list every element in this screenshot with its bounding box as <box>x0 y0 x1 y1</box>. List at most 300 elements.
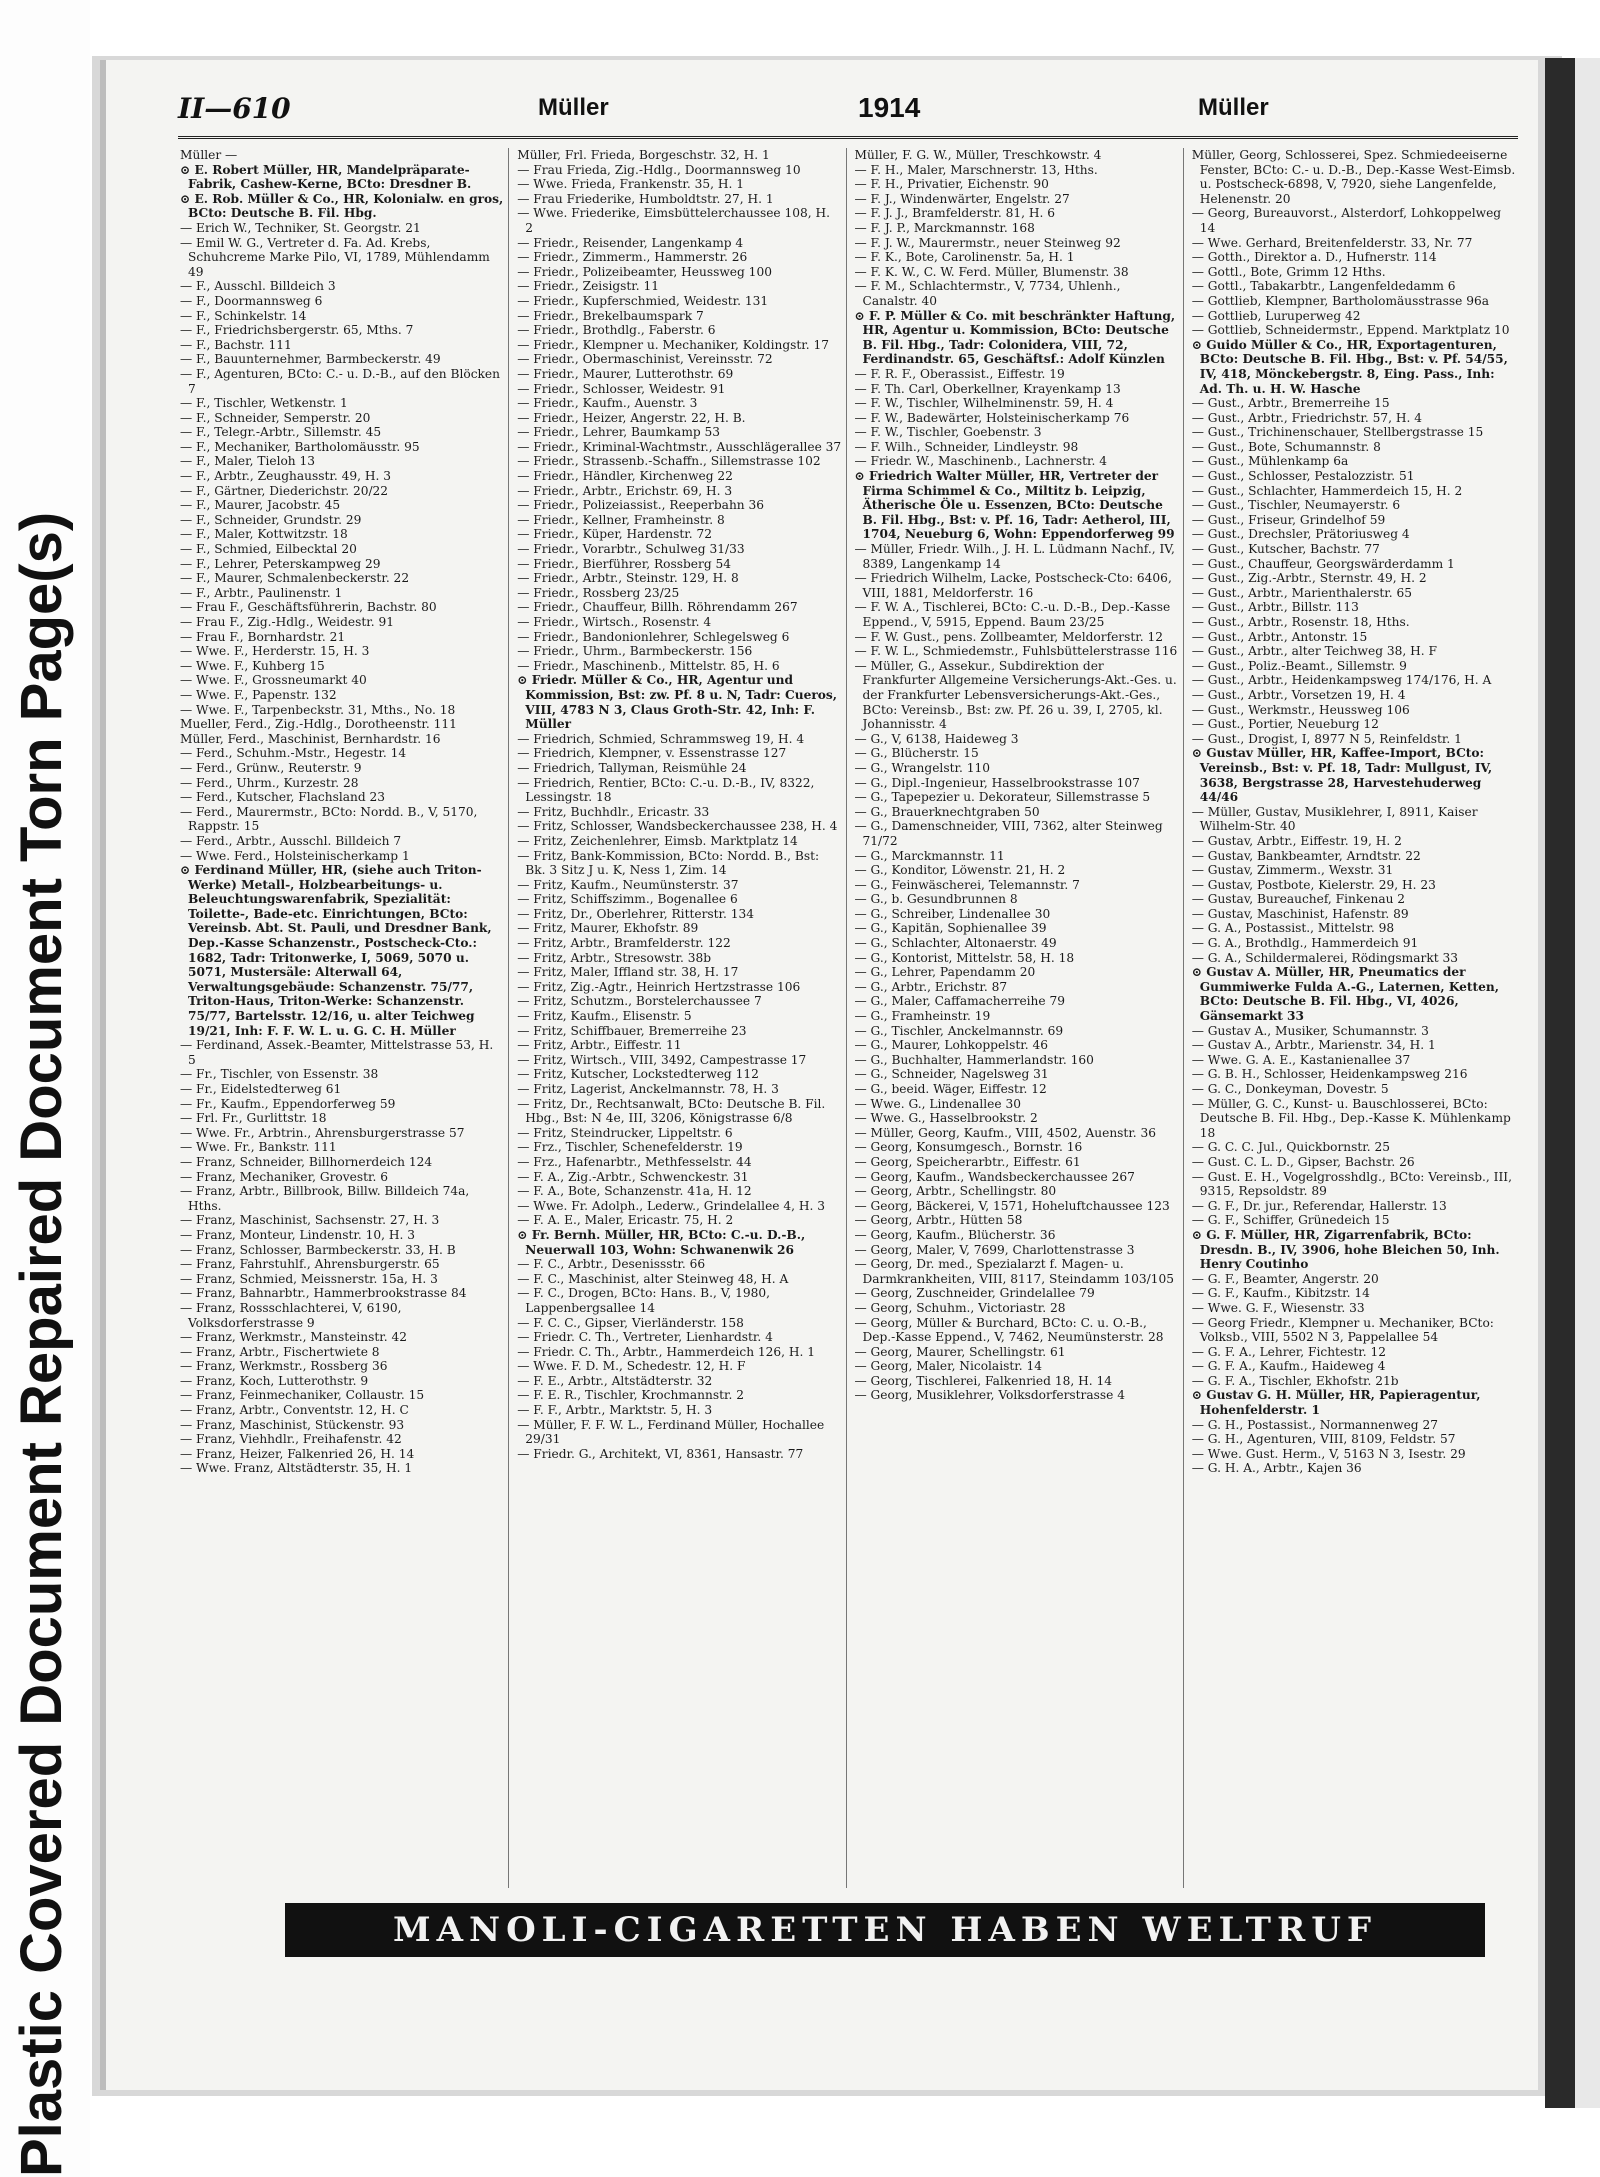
side-label: Plastic Covered Document Repaired Document Torn Page(s) <box>9 511 74 2177</box>
directory-entry: — G., Dipl.-Ingenieur, Hasselbrookstrasse 107 <box>854 775 1140 790</box>
directory-entry: — G. H., Postassist., Normannenweg 27 <box>1191 1417 1438 1432</box>
directory-entry: — Franz, Fahrstuhlf., Ahrensburgerstr. 65 <box>180 1257 440 1272</box>
directory-entry: — Ferd., Maurermstr., BCto: Nordd. B., V, 5170, Rappstr. 15 <box>180 804 478 834</box>
directory-entry: — Friedr., Lehrer, Baumkamp 53 <box>517 425 721 440</box>
directory-entry: — F. J. P., Marckmannstr. 168 <box>854 220 1035 235</box>
directory-entry: — Franz, Koch, Lutterothstr. 9 <box>180 1373 369 1388</box>
header-right-name: Müller <box>1198 94 1269 121</box>
directory-entry: — Wwe. Ferd., Holsteinischerkamp 1 <box>180 848 410 863</box>
directory-entry: — G. H. A., Arbtr., Kajen 36 <box>1191 1461 1362 1476</box>
directory-entry: — Wwe. F., Grossneumarkt 40 <box>180 673 367 688</box>
directory-entry: — Friedr., Chauffeur, Billh. Röhrendamm 267 <box>517 600 798 615</box>
directory-entry: — Gust., Kutscher, Bachstr. 77 <box>1191 542 1380 557</box>
directory-entry: — Gust., Portier, Neueburg 12 <box>1191 717 1379 732</box>
directory-entry: — Friedr., Uhrm., Barmbeckerstr. 156 <box>517 644 753 659</box>
directory-entry: — F. H., Maler, Marschnerstr. 13, Hths. <box>854 162 1098 177</box>
directory-entry: — Friedr., Küper, Hardenstr. 72 <box>517 527 713 542</box>
directory-entry: — Wwe. Fr., Bankstr. 111 <box>180 1140 337 1155</box>
directory-entry: — Fritz, Wirtsch., VIII, 3492, Campestrasse 17 <box>517 1052 807 1067</box>
page-number: II—610 <box>178 92 291 125</box>
directory-entry: — Gust., Poliz.-Beamt., Sillemstr. 9 <box>1191 658 1407 673</box>
directory-entry: — G. F., Beamter, Angerstr. 20 <box>1191 1271 1379 1286</box>
directory-entry: — Gust., Trichinenschauer, Stellbergstrasse 15 <box>1191 425 1484 440</box>
directory-entry: — F. A., Bote, Schanzenstr. 41a, H. 12 <box>517 1184 752 1199</box>
directory-entry: — F. E. R., Tischler, Krochmannstr. 2 <box>517 1388 744 1403</box>
directory-entry: — Fritz, Kutscher, Lockstedterweg 112 <box>517 1067 759 1082</box>
directory-entry: — Gust., Bote, Schumannstr. 8 <box>1191 439 1381 454</box>
directory-entry: — F. J. W., Maurermstr., neuer Steinweg 92 <box>854 235 1121 250</box>
directory-entry: — Fritz, Schiffbauer, Bremerreihe 23 <box>517 1023 747 1038</box>
directory-entry: — F., Schneider, Semperstr. 20 <box>180 410 371 425</box>
directory-entry: — Friedr., Händler, Kirchenweg 22 <box>517 469 733 484</box>
directory-entry: — Franz, Maschinist, Sachsenstr. 27, H. 3 <box>180 1213 440 1228</box>
directory-entry: — Friedrich Wilhelm, Lacke, Postscheck-Cto: 6406, VIII, 1881, Meldorferstr. 16 <box>854 571 1172 600</box>
directory-entry: — Frau F., Bornhardstr. 21 <box>180 629 346 644</box>
directory-entry: — Friedrich, Klempner, v. Essenstrasse 127 <box>517 746 787 761</box>
directory-entry: — Fritz, Kaufm., Elisenstr. 5 <box>517 1009 692 1024</box>
directory-entry: — Friedr., Kaufm., Auenstr. 3 <box>517 396 698 411</box>
directory-entry: Müller, F. G. W., Müller, Treschkowstr. 4 <box>854 148 1102 162</box>
directory-entry: ⊙ Guido Müller & Co., HR, Exportagenturen, BCto: Deutsche B. Fil. Hbg., Bst: v. Pf. 54/55, IV, 418, Mönckebergstr. 8, Eing. Pass., Inh: Ad. Th. u. H. W. Hasche <box>1191 337 1508 396</box>
directory-entry: — Gust., Drechsler, Prätoriusweg 4 <box>1191 527 1410 542</box>
directory-entry: — Gust., Arbtr., Vorsetzen 19, H. 4 <box>1191 687 1406 702</box>
directory-entry: — Friedr. C. Th., Arbtr., Hammerdeich 126, H. 1 <box>517 1344 816 1359</box>
directory-entry: — F., Schneider, Grundstr. 29 <box>180 512 362 527</box>
column-2 <box>517 148 846 1888</box>
directory-entry: — F. E., Arbtr., Altstädterstr. 32 <box>517 1373 713 1388</box>
directory-entry: — Gotth., Direktor a. D., Hufnerstr. 114 <box>1191 250 1437 265</box>
directory-entry: — Frau F., Geschäftsführerin, Bachstr. 80 <box>180 600 437 615</box>
directory-entry: — Georg, Müller & Burchard, BCto: C. u. O.-B., Dep.-Kasse Eppend., V, 7462, Neumünsterstr. 28 <box>854 1315 1164 1345</box>
directory-entry: — Friedrich, Schmied, Schrammsweg 19, H. 4 <box>517 731 805 746</box>
directory-entry: — Fritz, Arbtr., Stresowstr. 38b <box>517 950 711 965</box>
directory-entry: Müller, Ferd., Maschinist, Bernhardstr. 16 <box>180 731 441 746</box>
directory-entry: — Fritz, Schiffszimm., Bogenallee 6 <box>517 892 738 907</box>
directory-entry: — Georg, Arbtr., Hütten 58 <box>854 1213 1023 1228</box>
directory-entry: — G., Tischler, Anckelmannstr. 69 <box>854 1023 1064 1038</box>
directory-entry: — Gust., Arbtr., Marienthalerstr. 65 <box>1191 585 1412 600</box>
directory-entry: — Gust., Arbtr., alter Teichweg 38, H. F <box>1191 644 1437 659</box>
directory-entry: — Gottlieb, Klempner, Bartholomäusstrasse 96a <box>1191 293 1490 308</box>
directory-entry: — F., Maurer, Jacobstr. 45 <box>180 498 341 513</box>
directory-entry: — G., Brauerknechtgraben 50 <box>854 804 1040 819</box>
directory-entry: — Fritz, Schlosser, Wandsbeckerchaussee 238, H. 4 <box>517 819 838 834</box>
directory-entry: — F., Friedrichsbergerstr. 65, Mths. 7 <box>180 323 414 338</box>
directory-entry: Müller, Frl. Frieda, Borgeschstr. 32, H. 1 <box>517 148 770 162</box>
directory-entry: — Friedr., Wirtsch., Rosenstr. 4 <box>517 615 712 629</box>
directory-entry: — Gust., Drogist, I, 8977 N 5, Reinfeldstr. 1 <box>1191 731 1462 746</box>
directory-entry: — Wwe. Franz, Altstädterstr. 35, H. 1 <box>180 1461 413 1476</box>
directory-entry: — Ferd., Arbtr., Ausschl. Billdeich 7 <box>180 833 402 848</box>
directory-entry: — Müller, Georg, Kaufm., VIII, 4502, Auenstr. 36 <box>854 1125 1157 1140</box>
directory-entry: — F. C., Drogen, BCto: Hans. B., V, 1980, Lappenbergsallee 14 <box>517 1286 771 1315</box>
directory-entry: — Gust., Zig.-Arbtr., Sternstr. 49, H. 2 <box>1191 571 1427 586</box>
directory-entry: — F. Wilh., Schneider, Lindleystr. 98 <box>854 439 1079 454</box>
directory-entry: — F., Arbtr., Zeughausstr. 49, H. 3 <box>180 469 391 484</box>
directory-entry: — F. A., Zig.-Arbtr., Schwenckestr. 31 <box>517 1169 749 1184</box>
directory-entry: — F. M., Schlachtermstr., V, 7734, Uhlenh., Canalstr. 40 <box>854 279 1121 308</box>
directory-entry: — Friedr., Obermaschinist, Vereinsstr. 72 <box>517 352 773 367</box>
directory-entry: — Gust., Tischler, Neumayerstr. 6 <box>1191 498 1401 513</box>
directory-entry: — Georg, Speicherarbtr., Eiffestr. 61 <box>854 1154 1081 1169</box>
directory-entry: — F. C. C., Gipser, Vierländerstr. 158 <box>517 1315 744 1330</box>
directory-entry: — G., Lehrer, Papendamm 20 <box>854 965 1036 980</box>
directory-entry: — Fritz, Buchhdlr., Ericastr. 33 <box>517 804 710 819</box>
directory-entry: — G., Damenschneider, VIII, 7362, alter Steinweg 71/72 <box>854 819 1163 848</box>
directory-entry: — Georg, Maler, V, 7699, Charlottenstrasse 3 <box>854 1242 1135 1257</box>
column-1 <box>180 148 509 1888</box>
directory-entry: — F., Lehrer, Peterskampweg 29 <box>180 556 381 571</box>
directory-entry: — G. F. A., Lehrer, Fichtestr. 12 <box>1191 1344 1387 1359</box>
directory-entry: — Georg, Zuschneider, Grindelallee 79 <box>854 1286 1095 1301</box>
directory-entry: ⊙ Gustav A. Müller, HR, Pneumatics der Gummiwerke Fulda A.-G., Laternen, Ketten, BCto: Deutsche B. Fil. Hbg., VI, 4026, Gänsemarkt 33 <box>1191 965 1500 1024</box>
directory-entry: — Wwe. F., Kuhberg 15 <box>180 658 325 673</box>
advertisement-banner: MANOLI-CIGARETTEN HABEN WELTRUF <box>285 1903 1485 1957</box>
directory-entry: — Müller, Gustav, Musiklehrer, I, 8911, Kaiser Wilhelm-Str. 40 <box>1191 804 1478 834</box>
directory-entry: — Franz, Schlosser, Barmbeckerstr. 33, H. B <box>180 1242 456 1257</box>
directory-entry: — Gust., Werkmstr., Heussweg 106 <box>1191 702 1410 717</box>
directory-entry: — Fritz, Bank-Kommission, BCto: Nordd. B., Bst: Bk. 3 Sitz J u. K, Ness 1, Zim. 14 <box>517 848 820 878</box>
directory-entry: — Friedrich, Rentier, BCto: C.-u. D.-B., IV, 8322, Lessingstr. 18 <box>517 775 815 805</box>
directory-entry: — Wwe. Gust. Herm., V, 5163 N 3, Isestr. 29 <box>1191 1446 1466 1461</box>
directory-entry: — Fr., Kaufm., Eppendorferweg 59 <box>180 1096 396 1111</box>
directory-entry: — Friedr. G., Architekt, VI, 8361, Hansastr. 77 <box>517 1446 804 1461</box>
side-strip <box>0 0 90 2177</box>
directory-entry: — G., Schlachter, Altonaerstr. 49 <box>854 936 1057 951</box>
directory-entry: — G. F. A., Tischler, Ekhofstr. 21b <box>1191 1373 1399 1388</box>
directory-entry: — G., Marckmannstr. 11 <box>854 848 1005 863</box>
directory-entry: — Wwe. Fr. Adolph., Lederw., Grindelallee 4, H. 3 <box>517 1198 825 1213</box>
directory-entry: — G., Tapepezier u. Dekorateur, Sillemstrasse 5 <box>854 790 1151 805</box>
directory-entry: — Friedr., Polizeibeamter, Heussweg 100 <box>517 264 772 279</box>
directory-entry: — F. K. W., C. W. Ferd. Müller, Blumenstr. 38 <box>854 264 1129 279</box>
directory-entry: — Franz, Werkmstr., Mansteinstr. 42 <box>180 1330 408 1345</box>
directory-entry: — Gustav A., Musiker, Schumannstr. 3 <box>1191 1023 1429 1038</box>
directory-entry: — F. W. L., Schmiedemstr., Fuhlsbüttelerstrasse 116 <box>854 644 1178 659</box>
directory-entry: — G., Wrangelstr. 110 <box>854 760 990 775</box>
directory-entry: — Fritz, Arbtr., Eiffestr. 11 <box>517 1038 682 1053</box>
directory-entry: — Gust., Arbtr., Rosenstr. 18, Hths. <box>1191 615 1410 629</box>
directory-entry: — G. H., Agenturen, VIII, 8109, Feldstr. 57 <box>1191 1432 1456 1447</box>
directory-entry: — Gustav, Zimmerm., Wexstr. 31 <box>1191 863 1394 878</box>
directory-entry: — Fritz, Lagerist, Anckelmannstr. 78, H. 3 <box>517 1082 779 1096</box>
directory-entry: — Franz, Bahnarbtr., Hammerbrookstrasse 84 <box>180 1286 467 1301</box>
directory-entry: ⊙ Gustav Müller, HR, Kaffee-Import, BCto: Vereinsb., Bst: v. Pf. 18, Tadr: Mullgust, IV, 3638, Bergstrasse 28, Harvestehuderweg 44/46 <box>1191 746 1493 805</box>
directory-entry: — Wwe. F., Herderstr. 15, H. 3 <box>180 644 370 659</box>
directory-entry: — Gust., Arbtr., Antonstr. 15 <box>1191 629 1368 644</box>
directory-entry: — Frau Frieda, Zig.-Hdlg., Doormannsweg 10 <box>517 162 801 177</box>
directory-entry: — G. C., Donkeyman, Dovestr. 5 <box>1191 1082 1389 1096</box>
directory-entry: — G., Maurer, Lohkoppelstr. 46 <box>854 1038 1048 1053</box>
directory-entry: — G., beeid. Wäger, Eiffestr. 12 <box>854 1082 1047 1096</box>
directory-entry: — Müller, G., Assekur., Subdirektion der Frankfurter Allgemeine Versicherungs-Akt.-Ges. u. der Frankfurter Lebensversicherungs-Akt.-Ges., BCto: Vereinsb., Bst: zw. Pf. 26 u. 39, I, 2705, kl. Johannisstr. 4 <box>854 658 1177 732</box>
directory-entry: — Ferdinand, Assek.-Beamter, Mittelstrasse 53, H. 5 <box>180 1038 494 1067</box>
directory-entry: — Friedr., Rossberg 23/25 <box>517 585 680 600</box>
directory-entry: — Georg, Maler, Nicolaistr. 14 <box>854 1359 1042 1374</box>
directory-entry: — Frz., Tischler, Schenefelderstr. 19 <box>517 1140 743 1155</box>
directory-entry: — G., Schneider, Nagelsweg 31 <box>854 1067 1049 1082</box>
directory-entry: — Wwe. Fr., Arbtrin., Ahrensburgerstrasse 57 <box>180 1125 465 1140</box>
directory-entry: — Frz., Hafenarbtr., Methfesselstr. 44 <box>517 1154 752 1169</box>
directory-entry: — F. W., Tischler, Goebenstr. 3 <box>854 425 1042 440</box>
directory-entry: — Franz, Mechaniker, Grovestr. 6 <box>180 1169 388 1184</box>
directory-entry: — Franz, Werkmstr., Rossberg 36 <box>180 1359 388 1374</box>
directory-entry: — Georg, Bäckerei, V, 1571, Hoheluftchaussee 123 <box>854 1198 1170 1213</box>
directory-entry: — Friedr., Brothdlg., Faberstr. 6 <box>517 323 716 338</box>
directory-entry: — Georg, Konsumgesch., Bornstr. 16 <box>854 1140 1083 1155</box>
directory-entry: — Gust., Arbtr., Billstr. 113 <box>1191 600 1359 615</box>
directory-entry: — F., Agenturen, BCto: C.- u. D.-B., auf den Blöcken 7 <box>180 366 500 396</box>
directory-entry: — Gustav, Postbote, Kielerstr. 29, H. 23 <box>1191 877 1436 892</box>
directory-entry: — Gottlieb, Luruperweg 42 <box>1191 308 1361 323</box>
directory-entry: — G., V, 6138, Haideweg 3 <box>854 731 1019 746</box>
directory-entry: — Fritz, Arbtr., Bramfelderstr. 122 <box>517 936 731 951</box>
directory-entry: — Friedr., Klempner u. Mechaniker, Koldingstr. 17 <box>517 337 830 352</box>
directory-entry: — F. J., Windenwärter, Engelstr. 27 <box>854 191 1070 206</box>
directory-entry: — F., Tischler, Wetkenstr. 1 <box>180 396 348 411</box>
directory-entry: — F., Maler, Kottwitzstr. 18 <box>180 527 348 542</box>
right-page-edge-light <box>1575 58 1600 2108</box>
directory-entry: — F. A. E., Maler, Ericastr. 75, H. 2 <box>517 1213 734 1228</box>
directory-entry: — F., Gärtner, Diederichstr. 20/22 <box>180 483 389 498</box>
directory-entry: — Friedr., Kriminal-Wachtmstr., Ausschlägerallee 37 <box>517 439 842 454</box>
directory-entry: — Gust., Schlachter, Hammerdeich 15, H. 2 <box>1191 483 1463 498</box>
directory-entry: — Friedr., Vorarbtr., Schulweg 31/33 <box>517 542 745 557</box>
directory-entry: — Franz, Arbtr., Fischertwiete 8 <box>180 1344 380 1359</box>
directory-entry: — Müller, Friedr. Wilh., J. H. L. Lüdmann Nachf., IV, 8389, Langenkamp 14 <box>854 542 1175 571</box>
directory-entry: — Fritz, Zeichenlehrer, Eimsb. Marktplatz 14 <box>517 833 798 848</box>
directory-entry: — Müller, G. C., Kunst- u. Bauschlosserei, BCto: Deutsche B. Fil. Hbg., Dep.-Kasse K. Mühlenkamp 18 <box>1191 1096 1511 1140</box>
directory-entry: — Gustav, Bureauchef, Finkenau 2 <box>1191 892 1406 907</box>
directory-entry: — Fritz, Zig.-Agtr., Heinrich Hertzstrasse 106 <box>517 979 801 994</box>
directory-entry: — G. C. C. Jul., Quickbornstr. 25 <box>1191 1140 1391 1155</box>
directory-entry: ⊙ Friedr. Müller & Co., HR, Agentur und Kommission, Bst: zw. Pf. 8 u. N, Tadr: Cueros, VIII, 4783 N 3, Claus Groth-Str. 42, Inh: F. Müller <box>517 673 837 732</box>
directory-entry: — F., Mechaniker, Bartholomäusstr. 95 <box>180 439 420 454</box>
directory-entry: ⊙ F. P. Müller & Co. mit beschränkter Haftung, HR, Agentur u. Kommission, BCto: Deutsche B. Fil. Hbg., Tadr: Colonidera, VIII, 72, Ferdinandstr. 65, Geschäftsf.: Adolf Künzlen <box>854 308 1176 367</box>
directory-entry: ⊙ G. F. Müller, HR, Zigarrenfabrik, BCto: Dresdn. B., IV, 3906, hohe Bleichen 50, Inh. Henry Coutinho <box>1191 1227 1500 1272</box>
directory-entry: — Franz, Schmied, Meissnerstr. 15a, H. 3 <box>180 1271 438 1286</box>
directory-entry: — Georg, Arbtr., Schellingstr. 80 <box>854 1184 1057 1199</box>
directory-entry: — Wwe. G., Lindenallee 30 <box>854 1096 1021 1111</box>
directory-entry: — Gustav, Arbtr., Eiffestr. 19, H. 2 <box>1191 833 1402 848</box>
directory-entry: — Fritz, Schutzm., Borstelerchaussee 7 <box>517 994 762 1009</box>
directory-entry: — Fritz, Dr., Rechtsanwalt, BCto: Deutsche B. Fil. Hbg., Bst: N 4e, III, 3206, Königstrasse 6/8 <box>517 1096 826 1126</box>
directory-entry: — Friedr. C. Th., Vertreter, Lienhardstr. 4 <box>517 1330 773 1345</box>
directory-entry: — Friedr., Kupferschmied, Weidestr. 131 <box>517 293 769 308</box>
directory-entry: — Frl. Fr., Gurlittstr. 18 <box>180 1111 327 1126</box>
directory-entry: — Friedr., Zeisigstr. 11 <box>517 279 660 294</box>
directory-entry: — Gust., Chauffeur, Georgswärderdamm 1 <box>1191 556 1455 571</box>
directory-entry: — Fritz, Maler, Iffland str. 38, H. 17 <box>517 965 739 980</box>
directory-entry: — Wwe. G. A. E., Kastanienallee 37 <box>1191 1052 1411 1067</box>
directory-entry: — Ferd., Grünw., Reuterstr. 9 <box>180 760 362 775</box>
directory-entry: — F., Arbtr., Paulinenstr. 1 <box>180 585 343 600</box>
directory-entry: — Frau Friederike, Humboldtstr. 27, H. 1 <box>517 191 774 206</box>
directory-entry: — Gottl., Tabakarbtr., Langenfeldedamm 6 <box>1191 279 1456 294</box>
directory-entry: — Frau F., Zig.-Hdlg., Weidestr. 91 <box>180 615 394 629</box>
directory-entry: — Fritz, Maurer, Ekhofstr. 89 <box>517 921 699 936</box>
directory-entry: — Fritz, Steindrucker, Lippeltstr. 6 <box>517 1125 733 1140</box>
directory-entry: — Fr., Eidelstedterweg 61 <box>180 1082 342 1096</box>
directory-entry: — F. W. Gust., pens. Zollbeamter, Meldorferstr. 12 <box>854 629 1164 644</box>
directory-entry: — Friedr., Strassenb.-Schaffn., Sillemstrasse 102 <box>517 454 821 469</box>
directory-entry: — Ferd., Kutscher, Flachsland 23 <box>180 790 386 805</box>
header-rule <box>178 136 1518 139</box>
directory-entry: — G., Blücherstr. 15 <box>854 746 979 761</box>
directory-entry: — F. Th. Carl, Oberkellner, Krayenkamp 13 <box>854 381 1121 396</box>
directory-entry: — F., Schinkelstr. 14 <box>180 308 307 323</box>
directory-entry: — Wwe. Gerhard, Breitenfelderstr. 33, Nr. 77 <box>1191 235 1473 250</box>
directory-entry: — Friedr., Brekelbaumspark 7 <box>517 308 704 323</box>
directory-entry: — Franz, Viehhdlr., Freihafenstr. 42 <box>180 1432 402 1447</box>
directory-entry: — G., Konditor, Löwenstr. 21, H. 2 <box>854 863 1066 878</box>
directory-entry: — Georg, Musiklehrer, Volksdorferstrasse 4 <box>854 1388 1125 1403</box>
directory-entry: — G., Framheinstr. 19 <box>854 1009 991 1024</box>
directory-entry: — Gustav, Maschinist, Hafenstr. 89 <box>1191 906 1409 921</box>
directory-entry: ⊙ Fr. Bernh. Müller, HR, BCto: C.-u. D.-B., Neuerwall 103, Wohn: Schwanenwik 26 <box>517 1227 806 1257</box>
directory-entry: Müller — <box>180 148 238 162</box>
directory-entry: — Franz, Schneider, Billhornerdeich 124 <box>180 1154 433 1169</box>
directory-entry: ⊙ E. Rob. Müller & Co., HR, Kolonialw. en gros, BCto: Deutsche B. Fil. Hbg. <box>180 191 504 221</box>
column-4 <box>1192 148 1520 1888</box>
directory-entry: — Georg, Kaufm., Wandsbeckerchaussee 267 <box>854 1169 1135 1184</box>
directory-entry: — F. W., Tischler, Wilhelminenstr. 59, H. 4 <box>854 396 1114 411</box>
directory-entry: — Gust., Mühlenkamp 6a <box>1191 454 1349 469</box>
directory-entry: — Müller, F. F. W. L., Ferdinand Müller, Hochallee 29/31 <box>517 1417 825 1447</box>
directory-entry: — G., Kontorist, Mittelstr. 58, H. 18 <box>854 950 1075 965</box>
directory-entry: — F. W., Badewärter, Holsteinischerkamp 76 <box>854 410 1130 425</box>
directory-entry: — G. F., Schiffer, Grünedeich 15 <box>1191 1213 1390 1228</box>
directory-entry: — Georg, Kaufm., Blücherstr. 36 <box>854 1227 1056 1242</box>
directory-entry: — Wwe. F., Tarpenbeckstr. 31, Mths., No. 18 <box>180 702 456 717</box>
directory-entry: — G., Arbtr., Erichstr. 87 <box>854 979 1008 994</box>
directory-entry: — Wwe. Frieda, Frankenstr. 35, H. 1 <box>517 177 745 192</box>
directory-entry: — Emil W. G., Vertreter d. Fa. Ad. Krebs, Schuhcreme Marke Pilo, VI, 1789, Mühlendamm 49 <box>180 235 490 279</box>
directory-entry: — G., Maler, Caffamacherreihe 79 <box>854 994 1066 1009</box>
directory-entry: — Friedr., Bierführer, Rossberg 54 <box>517 556 732 571</box>
directory-entry: — Georg, Dr. med., Spezialarzt f. Magen- u. Darmkrankheiten, VIII, 8117, Steindamm 103/105 <box>854 1257 1174 1286</box>
directory-entry: — Franz, Heizer, Falkenried 26, H. 14 <box>180 1446 415 1461</box>
directory-entry: — Wwe. Friederike, Eimsbüttelerchaussee 108, H. 2 <box>517 206 831 235</box>
directory-entry: — Friedr., Maurer, Lutterothstr. 69 <box>517 366 734 381</box>
directory-entry: — G. A., Postassist., Mittelstr. 98 <box>1191 921 1395 936</box>
directory-entry: — F. J. J., Bramfelderstr. 81, H. 6 <box>854 206 1055 221</box>
directory-entry: — G., Feinwäscherei, Telemannstr. 7 <box>854 877 1080 892</box>
directory-entry: ⊙ E. Robert Müller, HR, Mandelpräparate-Fabrik, Cashew-Kerne, BCto: Dresdner B. <box>180 162 472 192</box>
directory-entry: — Friedr., Arbtr., Erichstr. 69, H. 3 <box>517 483 733 498</box>
directory-entry: — Friedr. W., Maschinenb., Lachnerstr. 4 <box>854 454 1107 469</box>
directory-entry: — Franz, Maschinist, Stückenstr. 93 <box>180 1417 405 1432</box>
directory-entry: — Wwe. G. F., Wiesenstr. 33 <box>1191 1300 1365 1315</box>
directory-entry: — Gottlieb, Schneidermstr., Eppend. Marktplatz 10 <box>1191 323 1510 338</box>
directory-entry: — F., Bauunternehmer, Barmbeckerstr. 49 <box>180 352 441 367</box>
directory-entry: — F. K., Bote, Carolinenstr. 5a, H. 1 <box>854 250 1075 265</box>
directory-entry: — Georg, Schuhm., Victoriastr. 28 <box>854 1300 1066 1315</box>
directory-entry: — Fritz, Dr., Oberlehrer, Ritterstr. 134 <box>517 906 755 921</box>
directory-entry: — F., Telegr.-Arbtr., Sillemstr. 45 <box>180 425 382 440</box>
header-left-name: Müller <box>538 94 609 121</box>
directory-entry: — Friedr., Arbtr., Steinstr. 129, H. 8 <box>517 571 739 586</box>
directory-entry: — Georg, Maurer, Schellingstr. 61 <box>854 1344 1066 1359</box>
directory-entry: — F. R. F., Oberassist., Eiffestr. 19 <box>854 366 1065 381</box>
directory-entry: — G. A., Schildermalerei, Rödingsmarkt 33 <box>1191 950 1458 965</box>
directory-entry: — Friedr., Kellner, Framheinstr. 8 <box>517 512 725 527</box>
directory-entry: — Franz, Monteur, Lindenstr. 10, H. 3 <box>180 1227 415 1242</box>
directory-entry: — G. F. A., Kaufm., Haideweg 4 <box>1191 1359 1386 1374</box>
directory-entry: — Franz, Feinmechaniker, Collaustr. 15 <box>180 1388 425 1403</box>
header-year: 1914 <box>858 92 921 123</box>
directory-entry: — Gustav A., Arbtr., Marienstr. 34, H. 1 <box>1191 1038 1436 1053</box>
directory-entry: ⊙ Gustav G. H. Müller, HR, Papieragentur, Hohenfelderstr. 1 <box>1191 1388 1481 1418</box>
directory-entry: — Friedr., Schlosser, Weidestr. 91 <box>517 381 726 396</box>
directory-entry: — G., b. Gesundbrunnen 8 <box>854 892 1018 907</box>
column-3 <box>855 148 1184 1888</box>
directory-entry: — Ferd., Uhrm., Kurzestr. 28 <box>180 775 359 790</box>
directory-entry: — Erich W., Techniker, St. Georgstr. 21 <box>180 220 421 235</box>
directory-entry: — G. B. H., Schlosser, Heidenkampsweg 216 <box>1191 1067 1468 1082</box>
directory-entry: — Friedr., Heizer, Angerstr. 22, H. B. <box>517 410 746 425</box>
directory-columns <box>180 148 1520 1888</box>
directory-entry: — G. F., Kaufm., Kibitzstr. 14 <box>1191 1286 1370 1301</box>
directory-entry: — Ferd., Schuhm.-Mstr., Hegestr. 14 <box>180 746 407 761</box>
directory-entry: — Friedr., Polizeiassist., Reeperbahn 36 <box>517 498 765 513</box>
directory-entry: — Gust., Schlosser, Pestalozzistr. 51 <box>1191 469 1415 484</box>
directory-entry: — Gust., Friseur, Grindelhof 59 <box>1191 512 1386 527</box>
directory-entry: — Friedr., Zimmerm., Hammerstr. 26 <box>517 250 748 265</box>
directory-entry: — F., Doormannsweg 6 <box>180 293 323 308</box>
directory-entry: — G., Kapitän, Sophienallee 39 <box>854 921 1047 936</box>
directory-entry: — Friedr., Bandonionlehrer, Schlegelsweg 6 <box>517 629 790 644</box>
directory-entry: — Gust., Arbtr., Friedrichstr. 57, H. 4 <box>1191 410 1422 425</box>
page-header <box>178 92 1518 132</box>
directory-entry: — G., Schreiber, Lindenallee 30 <box>854 906 1051 921</box>
directory-entry: — Wwe. F., Papenstr. 132 <box>180 687 337 702</box>
directory-entry: — Gust., Arbtr., Heidenkampsweg 174/176, H. A <box>1191 673 1492 688</box>
directory-entry: — Wwe. G., Hasselbrookstr. 2 <box>854 1111 1038 1126</box>
directory-entry: — Georg Friedr., Klempner u. Mechaniker, BCto: Volksb., VIII, 5502 N 3, Pappelallee 54 <box>1191 1315 1494 1345</box>
directory-entry: — Georg, Tischlerei, Falkenried 18, H. 14 <box>854 1373 1112 1388</box>
directory-entry: — Franz, Arbtr., Billbrook, Billw. Billdeich 74a, Hths. <box>180 1184 470 1213</box>
directory-entry: Mueller, Ferd., Zig.-Hdlg., Dorotheenstr. 111 <box>180 717 457 732</box>
directory-entry: — Gust., Arbtr., Bremerreihe 15 <box>1191 396 1390 411</box>
directory-entry: ⊙ Ferdinand Müller, HR, (siehe auch Triton-Werke) Metall-, Holzbearbeitungs- u. Beleuchtungswarenfabrik, Spezialität: Toilette-, Bade-etc. Einrichtungen, BCto: Vereinsb. Abt. St. Pauli, und Dresdner Bank, Dep.-Kasse Schanzenstr., Postscheck-Cto.: 1682, Tadr: Tritonwerke, I, 5069, 5070 u. 5071, Mustersäle: Alterwall 64, Verwaltungsgebäude: Schanzenstr. 75/77, Triton-Haus, Triton-Werke: Schanzenstr. 75/77, Bartelsstr. 12/16, u. alter Teichweg 19/21, Inh: F. F. W. L. u. G. C. H. Müller <box>180 863 492 1038</box>
directory-entry: — Wwe. F. D. M., Schedestr. 12, H. F <box>517 1359 746 1374</box>
directory-entry: — Gottl., Bote, Grimm 12 Hths. <box>1191 264 1386 279</box>
directory-entry: — F., Bachstr. 111 <box>180 337 292 352</box>
directory-entry: Müller, Georg, Schlosserei, Spez. Schmiedeeiserne Fenster, BCto: C.- u. D.-B., Dep.-Kasse West-Eimsb. u. Postscheck-6898, V, 7920, siehe Langenfelde, Helenenstr. 20 <box>1191 148 1516 206</box>
directory-entry: — Friedr., Maschinenb., Mittelstr. 85, H. 6 <box>517 658 780 673</box>
directory-entry: — F., Schmied, Eilbecktal 20 <box>180 542 357 557</box>
directory-entry: — Franz, Rossschlachterei, V, 6190, Volksdorferstrasse 9 <box>180 1300 402 1330</box>
directory-entry: — G. A., Brothdlg., Hammerdeich 91 <box>1191 936 1419 951</box>
directory-entry: ⊙ Friedrich Walter Müller, HR, Vertreter der Firma Schimmel & Co., Miltitz b. Leipzig, Ätherische Öle u. Essenzen, BCto: Deutsche B. Fil. Hbg., Bst: v. Pf. 16, Tadr: Aetherol, III, 1704, Neueburg 6, Wohn: Eppendorferweg 99 <box>854 469 1175 542</box>
directory-entry: — Gust. E. H., Vogelgrosshdlg., BCto: Vereinsb., III, 9315, Repsoldstr. 89 <box>1191 1169 1512 1199</box>
directory-entry: — G., Buchhalter, Hammerlandstr. 160 <box>854 1052 1094 1067</box>
directory-entry: — F. C., Arbtr., Desenissstr. 66 <box>517 1257 706 1272</box>
directory-entry: — F. W. A., Tischlerei, BCto: C.-u. D.-B., Dep.-Kasse Eppend., V, 5915, Eppend. Baum 23/25 <box>854 600 1171 629</box>
directory-entry: — Franz, Arbtr., Conventstr. 12, H. C <box>180 1403 409 1418</box>
directory-entry: — F., Maler, Tieloh 13 <box>180 454 316 469</box>
directory-entry: — Fr., Tischler, von Essenstr. 38 <box>180 1067 379 1082</box>
directory-entry: — F. F., Arbtr., Marktstr. 5, H. 3 <box>517 1403 713 1418</box>
directory-entry: — F., Ausschl. Billdeich 3 <box>180 279 336 294</box>
directory-entry: — F. C., Maschinist, alter Steinweg 48, H. A <box>517 1271 789 1286</box>
directory-entry: — Georg, Bureauvorst., Alsterdorf, Lohkoppelweg 14 <box>1191 206 1502 235</box>
directory-entry: — Friedr., Reisender, Langenkamp 4 <box>517 235 744 250</box>
directory-entry: — Fritz, Kaufm., Neumünsterstr. 37 <box>517 877 739 892</box>
directory-entry: — Gustav, Bankbeamter, Arndtstr. 22 <box>1191 848 1421 863</box>
directory-entry: — F. H., Privatier, Eichenstr. 90 <box>854 177 1049 192</box>
